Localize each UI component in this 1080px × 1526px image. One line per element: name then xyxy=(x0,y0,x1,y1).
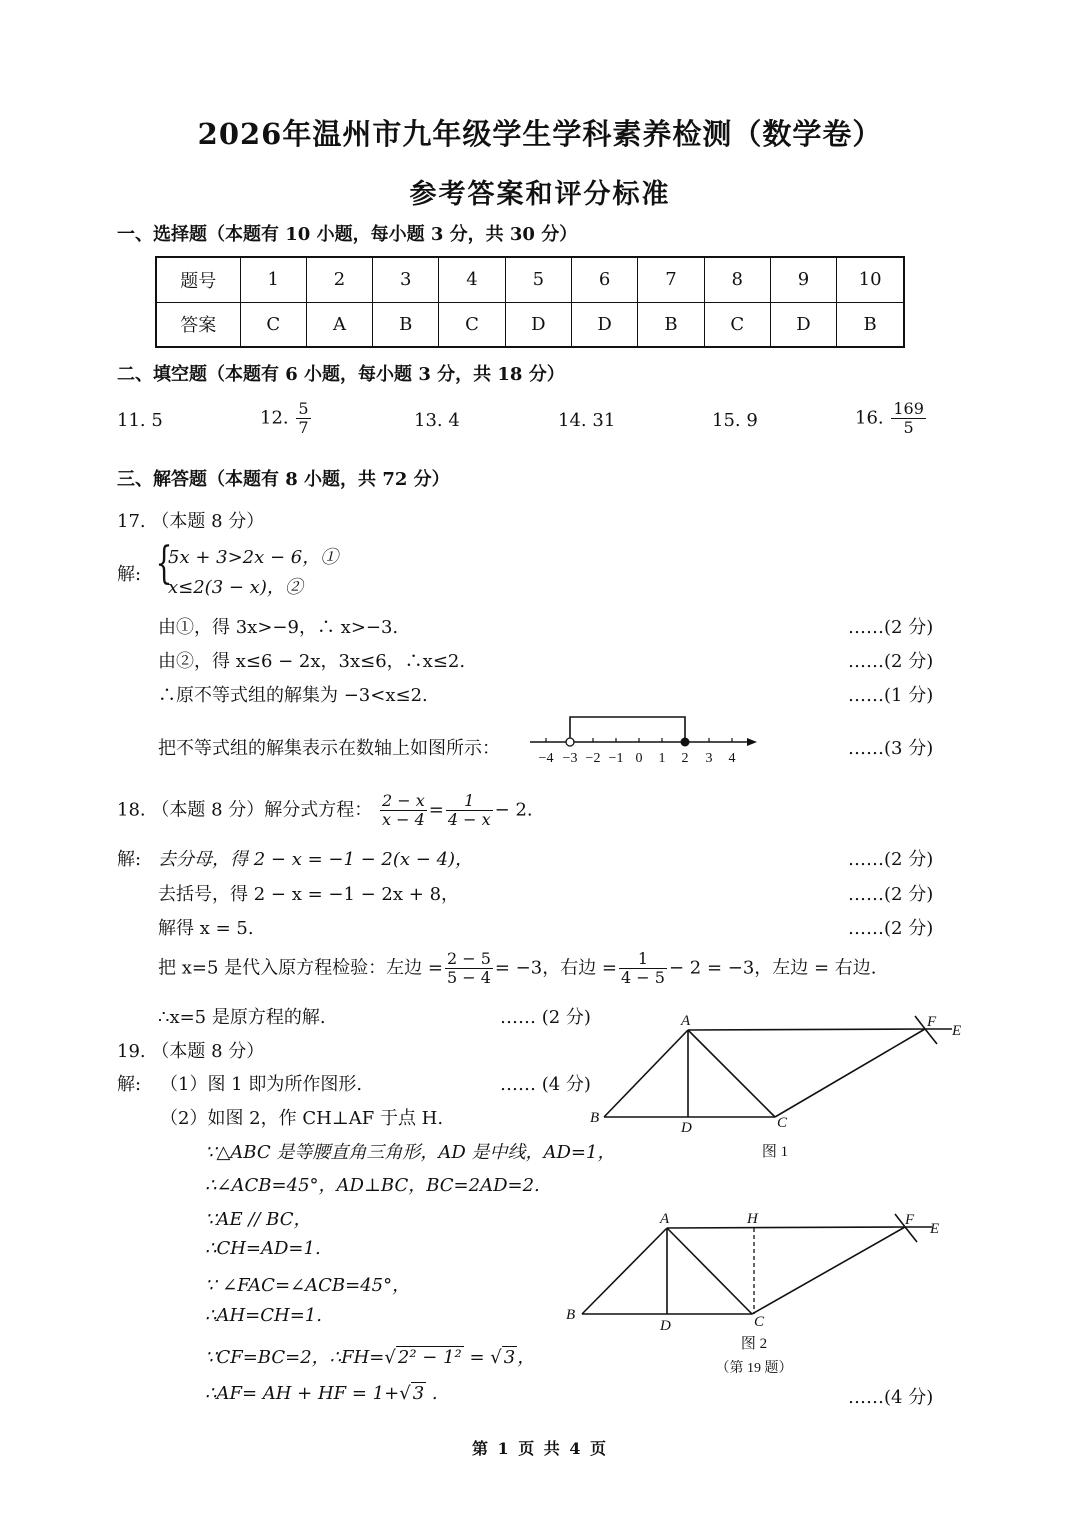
q17-step-3: ∴原不等式组的解集为 −3<x≤2. xyxy=(158,685,428,706)
fraction: $\frac{2 - 5}{5 - 4}$ xyxy=(446,949,491,987)
svg-text:E: E xyxy=(952,1023,962,1039)
score-mark: ……(3 分) xyxy=(848,738,934,759)
svg-text:C: C xyxy=(754,1314,765,1330)
document-subtitle: 参考答案和评分标准 xyxy=(409,179,671,210)
score-mark: …… (2 分) xyxy=(500,1007,591,1028)
fill-answer-12: 12. $\frac{5}{7}$ xyxy=(260,399,309,437)
table-cell: 4 xyxy=(439,257,505,302)
svg-text:F: F xyxy=(905,1212,915,1228)
table-row-answers xyxy=(156,302,904,347)
score-mark: …… (4 分) xyxy=(500,1074,591,1095)
score-mark: ……(2 分) xyxy=(848,617,934,638)
svg-text:0: 0 xyxy=(635,751,643,766)
q17-step-1: 由①，得 3x>−9，∴ x>−3. xyxy=(158,617,399,638)
svg-text:D: D xyxy=(681,1120,692,1136)
q19-line: ∴∠ACB=45°，AD⊥BC，BC=2AD=2. xyxy=(205,1175,540,1196)
fraction: $\frac{1}{4 - 5}$ xyxy=(621,949,665,987)
table-cell: D xyxy=(571,302,637,347)
table-cell: 8 xyxy=(704,257,770,302)
table-cell: 3 xyxy=(373,257,439,302)
fill-answer-13: 13. 4 xyxy=(414,410,460,431)
table-cell: A xyxy=(306,302,372,347)
svg-text:F: F xyxy=(927,1014,937,1030)
table-row-numbers xyxy=(156,257,904,302)
svg-text:1: 1 xyxy=(658,751,666,766)
svg-text:H: H xyxy=(747,1211,758,1227)
table-cell: C xyxy=(704,302,770,347)
table-cell: C xyxy=(439,302,505,347)
svg-text:4: 4 xyxy=(728,751,736,766)
table-cell: D xyxy=(505,302,571,347)
table-cell: 9 xyxy=(770,257,836,302)
answer-table xyxy=(155,256,905,348)
number-line-figure xyxy=(525,710,765,770)
q18-step-1: 去分母，得 2 − x = −1 − 2(x − 4)， xyxy=(158,849,474,870)
q17-label: 17. （本题 8 分） xyxy=(117,511,265,532)
section2-heading: 二、填空题（本题有 6 小题，每小题 3 分，共 18 分） xyxy=(117,364,565,385)
q19-part1: （1）图 1 即为所作图形. xyxy=(160,1074,363,1095)
table-cell: 2 xyxy=(306,257,372,302)
table-cell: B xyxy=(837,302,904,347)
svg-text:A: A xyxy=(681,1013,691,1029)
q19-fh-line: ∵CF=BC=2，∴FH=√ 2² − 1² = √ 3 ， xyxy=(205,1347,536,1368)
table-cell: 5 xyxy=(505,257,571,302)
q19-line: ∵AE // BC， xyxy=(205,1209,312,1230)
closed-point-icon xyxy=(681,738,690,747)
brace-symbol: { xyxy=(155,538,173,589)
score-mark: ……(2 分) xyxy=(848,849,934,870)
score-mark: ……(1 分) xyxy=(848,685,934,706)
table-cell: B xyxy=(638,302,704,347)
q17-inequality-2: x≤2(3 − x)，② xyxy=(168,577,303,598)
q19-part2: （2）如图 2，作 CH⊥AF 于点 H. xyxy=(160,1108,444,1129)
q18-step-2: 去括号，得 2 − x = −1 − 2x + 8， xyxy=(158,884,460,905)
fraction: $\frac{169}{5}$ xyxy=(893,399,924,437)
table-cell: B xyxy=(373,302,439,347)
q18-jie: 解: xyxy=(117,849,142,870)
svg-text:A: A xyxy=(660,1211,670,1227)
q19-line: ∴CH=AD=1. xyxy=(205,1238,321,1259)
svg-text:2: 2 xyxy=(681,751,689,766)
svg-text:−2: −2 xyxy=(585,751,601,766)
geometry-figure-2 xyxy=(560,1208,960,1378)
q19-af-line: ∴AF= AH + HF = 1+√ 3 . xyxy=(205,1383,438,1404)
q19-label: 19. （本题 8 分） xyxy=(117,1041,265,1062)
fill-answer-14: 14. 31 xyxy=(558,410,616,431)
svg-text:（第 19 题）: （第 19 题） xyxy=(715,1361,793,1376)
q19-line: ∵ ∠FAC=∠ACB=45°， xyxy=(205,1275,411,1296)
table-cell: 7 xyxy=(638,257,704,302)
svg-text:B: B xyxy=(566,1307,576,1323)
svg-text:−4: −4 xyxy=(538,751,554,766)
page-number: 第 1 页 共 4 页 xyxy=(471,1439,609,1458)
section1-heading: 一、选择题（本题有 10 小题，每小题 3 分，共 30 分） xyxy=(117,224,578,245)
q18-conclusion: ∴x=5 是原方程的解. xyxy=(158,1007,326,1028)
fill-answer-16: 16. $\frac{169}{5}$ xyxy=(855,399,924,437)
q18-step-3: 解得 x = 5. xyxy=(158,918,254,939)
q18-check: 把 x=5 是代入原方程检验：左边 = $\frac{2 - 5}{5 - 4}$ = −3，右边 = $\frac{1}{4 - 5}$ − 2 = −3，左边 = 右边. xyxy=(158,949,877,987)
q19-jie: 解: xyxy=(117,1074,142,1095)
svg-text:3: 3 xyxy=(705,751,713,766)
fill-answer-15: 15. 9 xyxy=(712,410,758,431)
q17-jie: 解: xyxy=(117,564,142,585)
svg-text:−1: −1 xyxy=(608,751,624,766)
open-point-icon xyxy=(566,738,574,746)
svg-text:−3: −3 xyxy=(562,751,578,766)
score-mark: ……(2 分) xyxy=(848,651,934,672)
table-cell: D xyxy=(770,302,836,347)
svg-text:D: D xyxy=(660,1318,671,1334)
score-mark: ……(2 分) xyxy=(848,884,934,905)
score-mark: ……(2 分) xyxy=(848,918,934,939)
svg-text:C: C xyxy=(777,1115,788,1131)
svg-text:图 2: 图 2 xyxy=(740,1336,768,1352)
table-cell: 1 xyxy=(240,257,306,302)
svg-text:图 1: 图 1 xyxy=(761,1144,789,1160)
q19-line: ∵△ABC 是等腰直角三角形，AD 是中线，AD=1， xyxy=(205,1142,616,1163)
fraction: $\frac{5}{7}$ xyxy=(298,399,309,437)
document-title: 2026年温州市九年级学生学科素养检测（数学卷） xyxy=(197,117,883,151)
q19-line: ∴AH=CH=1. xyxy=(205,1305,322,1326)
q17-step-2: 由②，得 x≤6 − 2x，3x≤6，∴x≤2. xyxy=(158,651,466,672)
fraction: $\frac{2 - x}{x - 4}$ xyxy=(381,791,425,829)
fill-answer-11: 11. 5 xyxy=(117,410,163,431)
score-mark: ……(4 分) xyxy=(848,1387,934,1408)
fraction: $\frac{1}{4 - x}$ xyxy=(447,791,491,829)
q17-inequality-1: 5x + 3>2x − 6，① xyxy=(168,547,339,568)
row-label: 答案 xyxy=(156,302,240,347)
table-cell: 6 xyxy=(571,257,637,302)
geometry-figure-1 xyxy=(580,1010,970,1160)
section3-heading: 三、解答题（本题有 8 小题，共 72 分） xyxy=(117,469,450,490)
table-cell: C xyxy=(240,302,306,347)
q18-label: 18. （本题 8 分）解分式方程： $\frac{2 - x}{x - 4}$ = $\frac{1}{4 - x}$ − 2. xyxy=(117,791,533,829)
svg-text:E: E xyxy=(930,1221,940,1237)
row-label: 题号 xyxy=(156,257,240,302)
table-cell: 10 xyxy=(837,257,904,302)
q17-step-4: 把不等式组的解集表示在数轴上如图所示： xyxy=(158,738,500,759)
svg-text:B: B xyxy=(590,1110,600,1126)
